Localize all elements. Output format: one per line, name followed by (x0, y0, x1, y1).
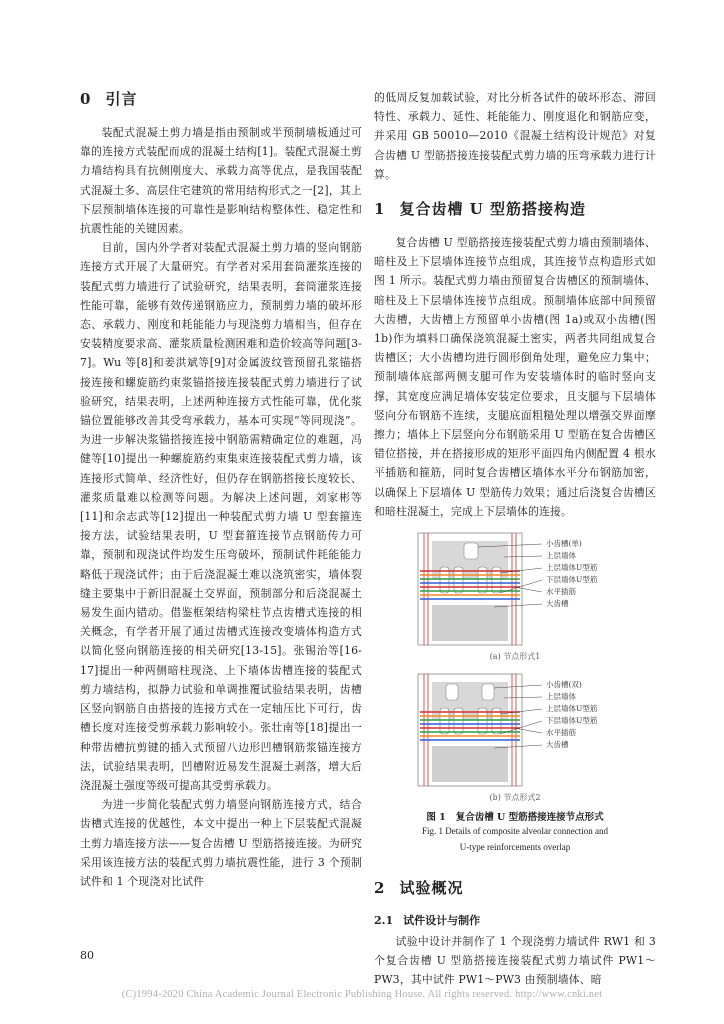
small-slot (446, 684, 458, 700)
lower-wall (432, 746, 508, 782)
label-large-slot: 大齿槽 (546, 599, 569, 609)
small-slot (464, 543, 478, 559)
page-number: 80 (80, 949, 94, 962)
section-number: 1 (374, 200, 386, 219)
label-upper-u-bar: 上层墙体U型筋 (546, 563, 598, 573)
paragraph: 的低周反复加载试验，对比分析各试件的破坏形态、滞回特性、承载力、延性、耗能能力、刚度退化和钢筋应变，并采用 GB 50010—2010《混凝土结构设计规范》对复合齿槽 U 型筋搭接连接装配式剪力墙的压弯承载力进行计算。 (374, 91, 656, 181)
paragraph: 试验中设计并制作了 1 个现浇剪力墙试件 RW1 和 3 个复合齿槽 U 型筋搭接连接装配式剪力墙试件 PW1～PW3，其中试件 PW1～PW3 由预制墙体、暗 (374, 935, 656, 987)
subsection-title: 试件设计与制作 (403, 914, 481, 928)
figure-1 (374, 527, 656, 855)
section-2-1-heading (374, 912, 656, 928)
figure-panel-b (374, 668, 656, 790)
figure-panel-a (374, 527, 656, 649)
section-1-heading (374, 198, 656, 219)
label-upper-u-bar: 上层墙体U型筋 (546, 704, 598, 714)
footer: (C)1994-2020 China Academic Journal Electronic Publishing House. All rights reserved. http://www.cnki.net (121, 989, 603, 1000)
label-upper-wall: 上层墙体 (546, 692, 576, 702)
panel-b-caption: (b) 节点形式2 (489, 793, 541, 803)
right-column (374, 88, 656, 990)
paragraph: 装配式混凝土剪力墙是指由预制或半预制墙板通过可靠的连接方式装配而成的混凝土结构[1]。装配式混凝土剪力墙结构具有抗侧刚度大、承载力高等优点，是我国装配式混凝土多、高层住宅建筑的常用结构形式之一[2]，其上下层预制墙体连接的可靠性是影响结构整体性、稳定性和抗震性能的关键因素。 (80, 126, 362, 236)
label-horizontal-bar: 水平插筋 (546, 728, 576, 738)
left-column (80, 88, 362, 891)
paragraph: 目前，国内外学者对装配式混凝土剪力墙的竖向钢筋连接方式开展了大量研究。有学者对采用套筒灌浆连接的装配式剪力墙进行了试验研究，结果表明，套筒灌浆连接性能可靠，能够有效传递钢筋应力，预制剪力墙的破坏形态、承载力、刚度和耗能能力与现浇剪力墙相当，但存在安装精度要求高、灌浆质量检测困难和造价较高等问题[3-7]。Wu 等[8]和姜洪斌等[9]对金属波纹管预留孔浆锚搭接连接和螺旋筋约束浆锚搭接连接装配式剪力墙进行了试验研究，结果表明，上述两种连接方式性能可靠，优化浆锚位置能够改善其受弯承载力，基本可实现“等同现浇”。为进一步解决浆锚搭接连接中钢筋需精确定位的难题，冯健等[10]提出一种螺旋筋约束集束连接装配式剪力墙，该连接形式简单、经济性好，但仍存在钢筋搭接长度较长、灌浆质量难以检测等问题。为解决上述问题，刘家彬等[11]和余志武等[12]提出一种装配式剪力墙 U 型套箍连接方法，试验结果表明，U 型套箍连接节点钢筋传力可靠，预制和现浇试件均发生压弯破坏，预制试件耗能能力略低于现浇试件；由于后浇混凝土难以浇筑密实，墙体裂缝主要集中于新旧混凝土交界面，预制部分和后浇混凝土易发生面内错动。借鉴框架结构梁柱节点齿槽式连接的相关概念，有学者开展了通过齿槽式连接改变墙体构造方式以简化竖向钢筋连接的相关研究[13-15]。张锡治等[16-17]提出一种两侧暗柱现浇、上下墙体齿槽连接的装配式剪力墙结构，拟静力试验和单调推覆试验结果表明，齿槽区竖向钢筋自由搭接的连接方式在一定轴压比下可行，齿槽长度对连接受剪承载力影响较小。张壮南等[18]提出一种带齿槽抗剪键的插入式预留八边形凹槽钢筋浆锚连接方法，试验结果表明，凹槽附近易发生混凝土剥落，增大后浇混凝土强度等级可提高其受剪承载力。 (80, 241, 362, 792)
small-slot (482, 684, 494, 700)
paragraph: 复合齿槽 U 型筋搭接连接装配式剪力墙由预制墙体、暗柱及上下层墙体连接节点组成，其连接节点构造形式如图 1 所示。装配式剪力墙由预留复合齿槽区的预制墙体、暗柱及上下层墙体连接节点组成。预制墙体底部中间预留大齿槽，大齿槽上方预留单小齿槽(图 1a)或双小齿槽(图 1b)作为填料口确保浇筑混凝土密实，两者共同组成复合齿槽区；大小齿槽均进行圆形倒角处理，避免应力集中；预制墙体底部两侧支腿可作为安装墙体时的临时竖向支撑，其宽度应满足墙体安装定位要求，且支腿与下层墙体竖向分布钢筋不连续，支腿底面粗糙处理以增强交界面摩擦力；墙体上下层竖向分布钢筋采用 U 型筋在复合齿槽区错位搭接，并在搭接形成的矩形平面四角内侧配置 4 根水平插筋和箍筋，同时复合齿槽区墙体水平分布钢筋加密，以确保上下层墙体 U 型筋传力效果；通过后浇复合齿槽区和暗柱混凝土，完成上下层墙体的连接。 (374, 236, 656, 518)
label-lower-u-bar: 下层墙体U型筋 (546, 716, 598, 726)
connection-diagram-a (374, 527, 656, 649)
label-upper-wall: 上层墙体 (546, 551, 576, 561)
subsection-number: 2.1 (374, 914, 394, 928)
section-title: 引言 (105, 90, 138, 108)
section-0-heading (80, 88, 362, 109)
figure-title-en-2: U-type reinforcements overlap (459, 842, 571, 853)
panel-a-labels (546, 538, 597, 610)
figure-title-en-1: Fig. 1 Details of composite alveolar connection and (422, 826, 608, 837)
section-number: 2 (374, 879, 386, 898)
label-lower-u-bar: 下层墙体U型筋 (546, 575, 598, 585)
figure-number: 图 1 (426, 812, 446, 824)
label-small-slot: 小齿槽(双) (546, 680, 582, 690)
label-horizontal-bar: 水平插筋 (546, 587, 576, 597)
label-small-slot: 小齿槽(单) (546, 539, 582, 549)
lower-wall (432, 605, 508, 641)
section-title: 试验概况 (399, 879, 464, 898)
paragraph: 为进一步简化装配式剪力墙竖向钢筋连接方式，结合齿槽式连接的优越性，本文中提出一种上下层装配式混凝土剪力墙连接方法——复合齿槽 U 型筋搭接连接。为研究采用该连接方法的装配式剪力墙抗震性能，进行 3 个预制试件和 1 个现浇对比试件 (80, 798, 362, 888)
section-number: 0 (80, 90, 92, 108)
section-2-heading (374, 877, 656, 898)
label-large-slot: 大齿槽 (546, 740, 569, 750)
panel-a-caption: (a) 节点形式1 (489, 652, 541, 662)
panel-b-labels (546, 679, 597, 751)
connection-diagram-b (374, 668, 656, 790)
figure-title-cn: 复合齿槽 U 型筋搭接连接节点形式 (455, 812, 604, 824)
section-title: 复合齿槽 U 型筋搭接构造 (399, 200, 586, 219)
figure-title (374, 809, 656, 823)
